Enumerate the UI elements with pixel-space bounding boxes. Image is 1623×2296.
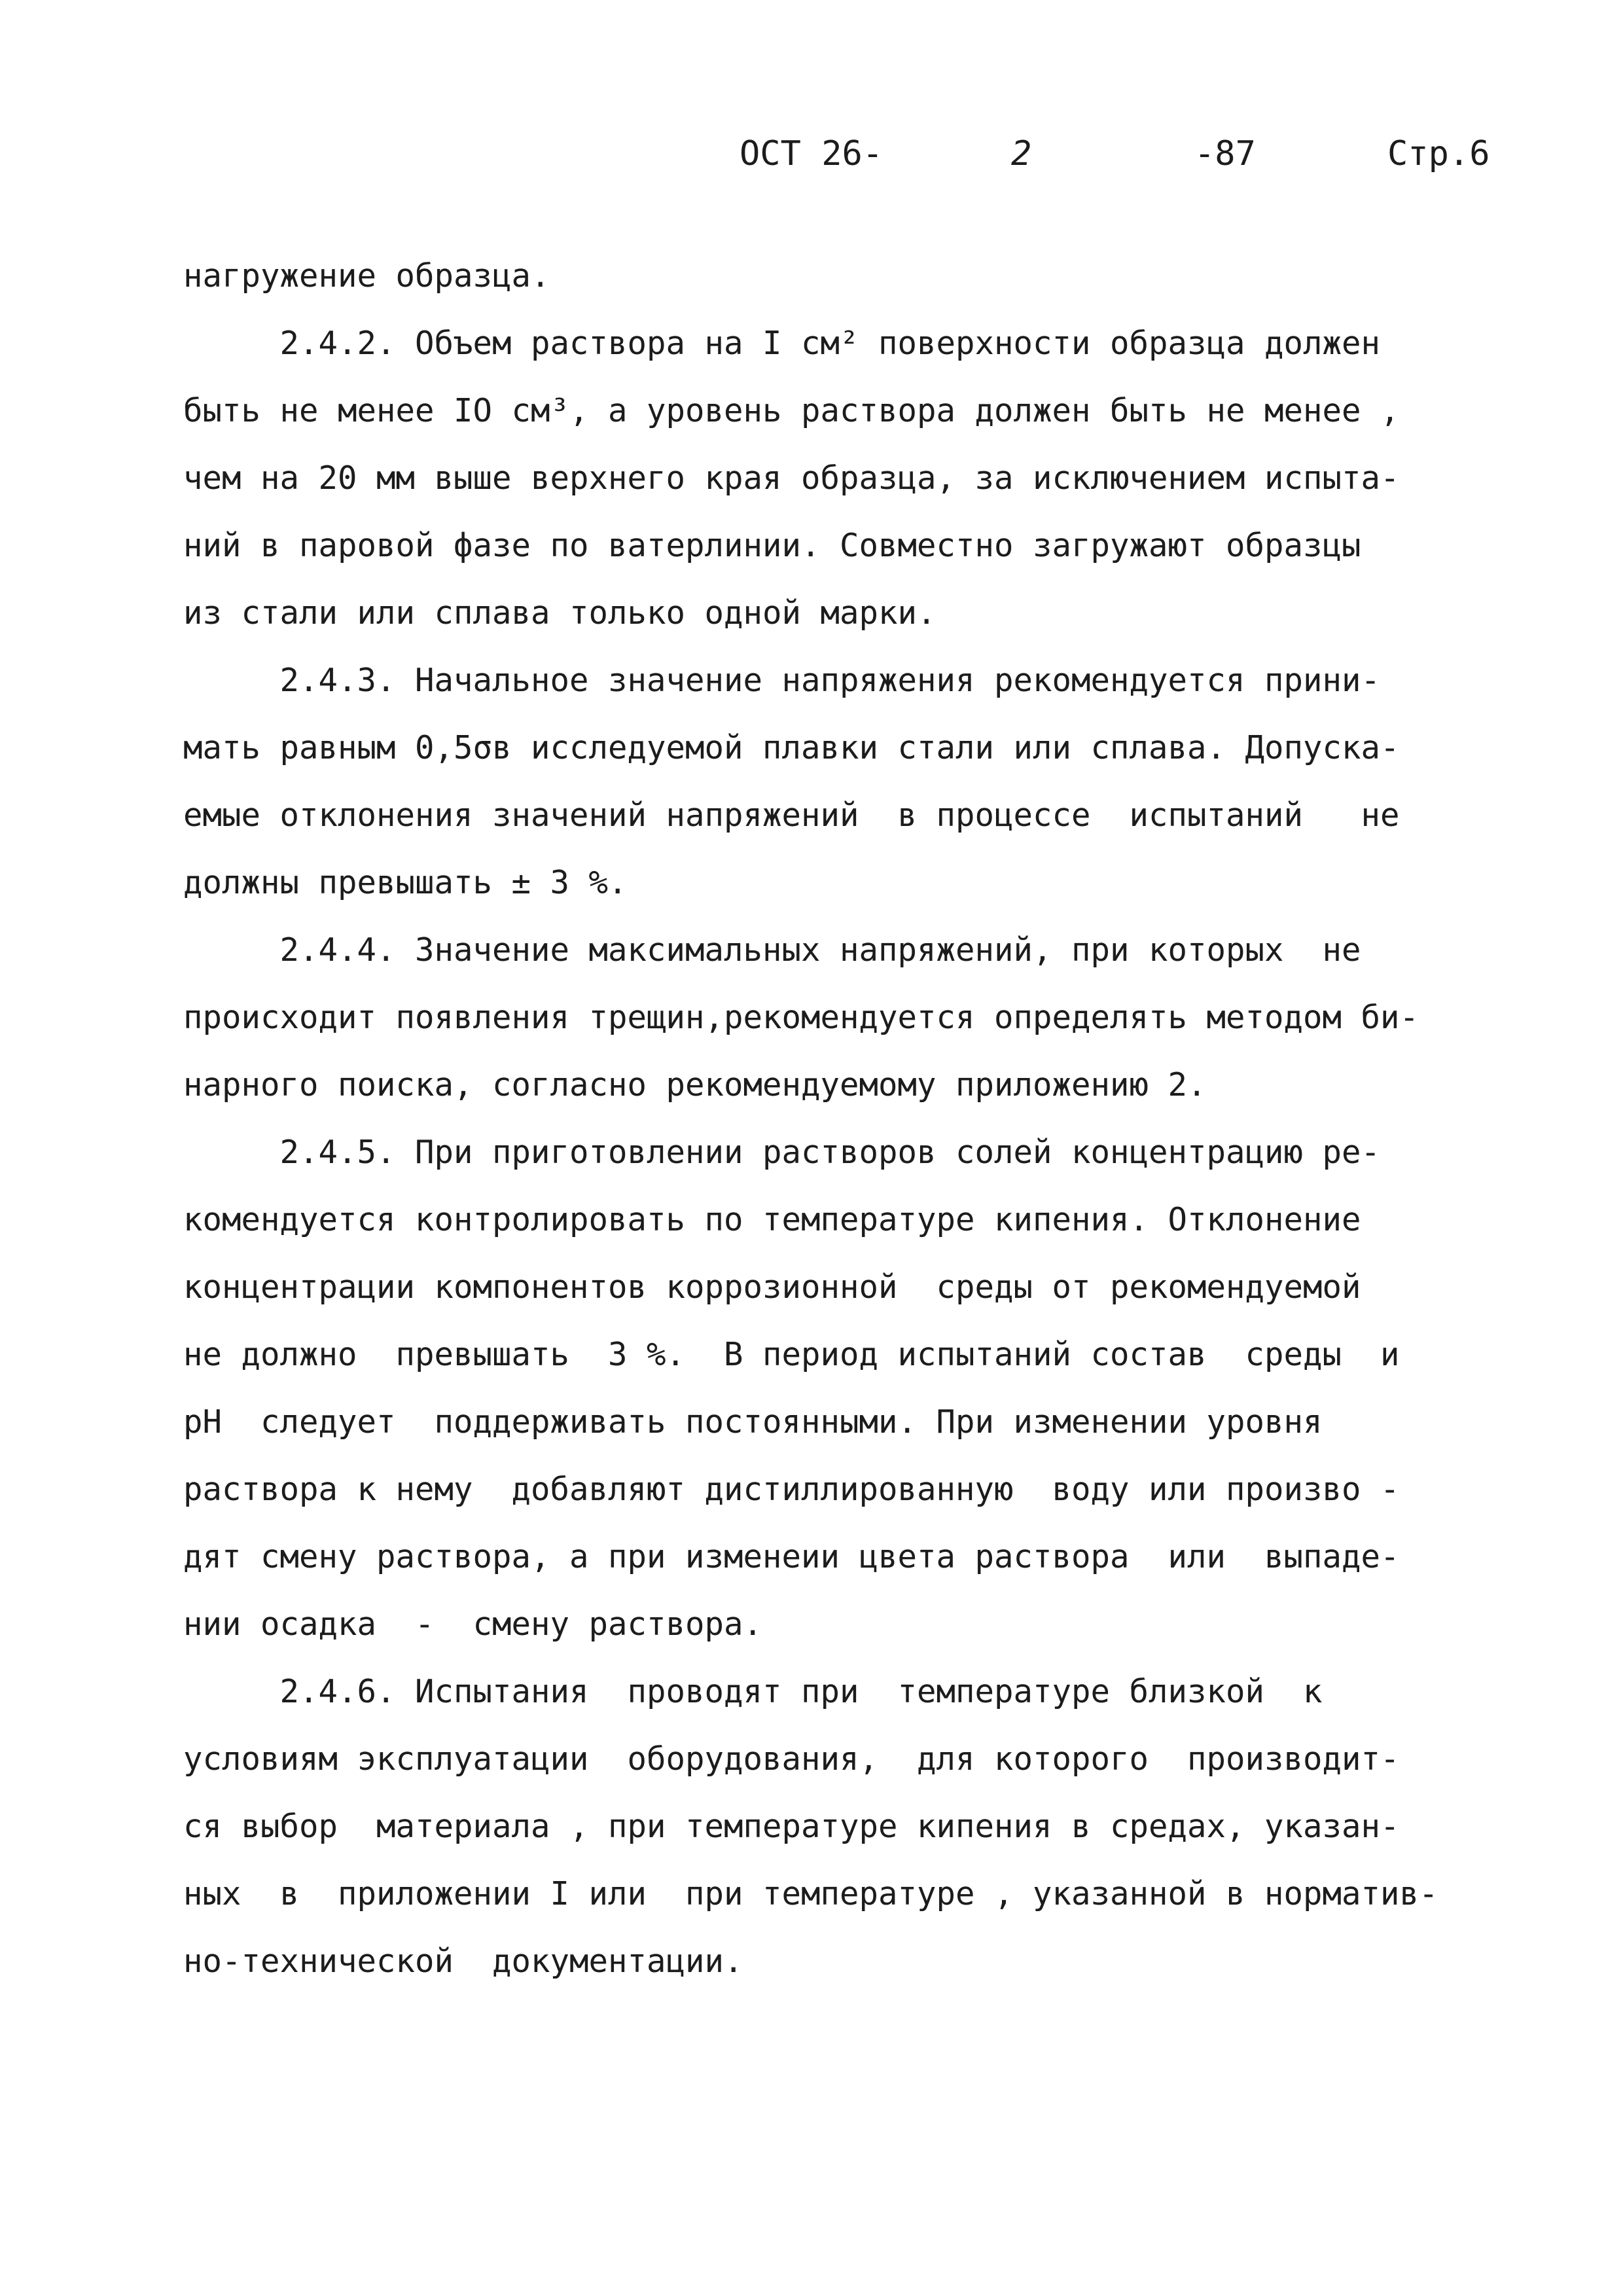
text-line: концентрации компонентов коррозионной среды от рекомендуемой [183, 1268, 1361, 1306]
text-line: нарного поиска, согласно рекомендуемому приложению 2. [183, 1066, 1207, 1103]
section-2-4-6-line: 2.4.6. Испытания проводят при температуре близкой к [183, 1673, 1323, 1710]
text-line: раствора к нему добавляют дистиллированную воду или произво - [183, 1471, 1400, 1508]
text-line: рН следует поддерживать постоянными. При изменении уровня [183, 1403, 1323, 1441]
text-line: емые отклонения значений напряжений в процессе испытаний не [183, 797, 1400, 834]
text-line: не должно превышать 3 %. В период испытаний состав среды и [183, 1336, 1400, 1373]
text-line: нии осадка - смену раствора. [183, 1605, 763, 1643]
text-line: чем на 20 мм выше верхнего края образца, за исключением испыта- [183, 459, 1400, 497]
text-line: ся выбор материала , при температуре кипения в средах, указан- [183, 1808, 1400, 1845]
section-2-4-3-line: 2.4.3. Начальное значение напряжения рекомендуется прини- [183, 662, 1381, 699]
text-line: быть не менее IO см³, а уровень раствора должен быть не менее , [183, 392, 1400, 429]
header-standard: ОСТ 26- [740, 134, 883, 173]
section-2-4-4-line: 2.4.4. Значение максимальных напряжений, при которых не [183, 931, 1361, 969]
header-page-number: Стр.6 [1387, 134, 1490, 173]
section-2-4-2-line: 2.4.2. Объем раствора на I см² поверхности образца должен [183, 325, 1381, 362]
text-line: комендуется контролировать по температуре кипения. Отклонение [183, 1201, 1361, 1238]
text-line: условиям эксплуатации оборудования, для которого производит- [183, 1740, 1400, 1778]
header-year: -87 [1194, 134, 1256, 173]
text-line: должны превышать ± 3 %. [183, 864, 628, 901]
text-line: ний в паровой фазе по ватерлинии. Совместно загружают образцы [183, 527, 1361, 564]
document-body [183, 242, 1512, 1995]
text-line: ных в приложении I или при температуре , указанной в норматив- [183, 1875, 1438, 1912]
text-line: происходит появления трещин,рекомендуется определять методом би- [183, 999, 1419, 1036]
text-line: из стали или сплава только одной марки. [183, 594, 936, 632]
text-line: дят смену раствора, а при изменеии цвета раствора или выпаде- [183, 1538, 1400, 1575]
header-number: 2 [1011, 134, 1032, 173]
text-line: но-технической документации. [183, 1943, 743, 1980]
text-line: нагружение образца. [183, 257, 550, 295]
text-line: мать равным 0,5σв исследуемой плавки стали или сплава. Допуска- [183, 729, 1400, 766]
section-2-4-5-line: 2.4.5. При приготовлении растворов солей концентрацию ре- [183, 1134, 1381, 1171]
